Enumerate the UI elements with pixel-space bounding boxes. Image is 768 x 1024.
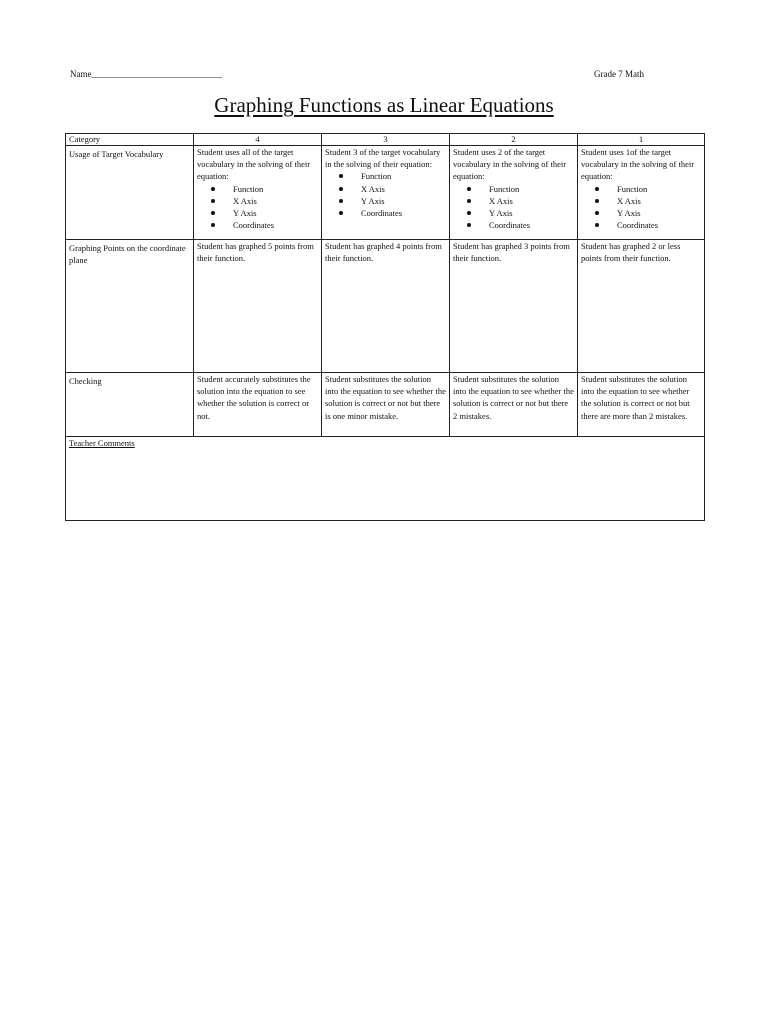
rubric-row-checking	[66, 373, 705, 437]
list-item: Function	[489, 183, 574, 195]
rubric-row-graphing	[66, 240, 705, 373]
list-item: X Axis	[361, 183, 446, 195]
list-item: Function	[617, 183, 701, 195]
list-item: Function	[361, 170, 446, 182]
graphing-score-1: Student has graphed 2 or less points from their function.	[578, 240, 705, 373]
vocab-score-3-cell	[322, 146, 450, 240]
vocab-score-1-cell	[578, 146, 705, 240]
rubric-row-vocabulary	[66, 146, 705, 240]
list-item: Y Axis	[617, 207, 701, 219]
vocab-term-list	[453, 183, 574, 232]
vocab-score-2-text: Student uses 2 of the target vocabulary in the solving of their equation:	[453, 147, 567, 182]
name-field-label: Name_____________________________	[70, 69, 222, 79]
graphing-score-2: Student has graphed 3 points from their function.	[450, 240, 578, 373]
page-title: Graphing Functions as Linear Equations	[214, 93, 554, 117]
list-item: Y Axis	[489, 207, 574, 219]
header-score-1: 1	[578, 134, 705, 146]
checking-score-4: Student accurately substitutes the solution into the equation to see whether the solution is correct or not.	[194, 373, 322, 437]
vocab-term-list	[325, 170, 446, 219]
rubric-header-row	[66, 134, 705, 146]
category-graphing: Graphing Points on the coordinate plane	[66, 240, 194, 373]
list-item: Function	[233, 183, 318, 195]
graphing-score-3: Student has graphed 4 points from their function.	[322, 240, 450, 373]
header-score-2: 2	[450, 134, 578, 146]
checking-score-2: Student substitutes the solution into the equation to see whether the solution is correct or not but there 2 mistakes.	[450, 373, 578, 437]
list-item: Coordinates	[489, 219, 574, 231]
list-item: X Axis	[233, 195, 318, 207]
header-score-3: 3	[322, 134, 450, 146]
teacher-comments-label: Teacher Comments	[69, 438, 135, 448]
vocab-score-4-cell	[194, 146, 322, 240]
vocab-score-4-text: Student uses all of the target vocabulary in the solving of their equation:	[197, 147, 311, 182]
list-item: Coordinates	[617, 219, 701, 231]
grade-label: Grade 7 Math	[594, 69, 644, 79]
header-score-4: 4	[194, 134, 322, 146]
list-item: Y Axis	[361, 195, 446, 207]
header-category: Category	[66, 134, 194, 146]
vocab-term-list	[197, 183, 318, 232]
vocab-term-list	[581, 183, 701, 232]
list-item: Coordinates	[361, 207, 446, 219]
rubric-table	[65, 133, 705, 521]
list-item: Y Axis	[233, 207, 318, 219]
list-item: X Axis	[617, 195, 701, 207]
list-item: X Axis	[489, 195, 574, 207]
graphing-score-4: Student has graphed 5 points from their function.	[194, 240, 322, 373]
vocab-score-2-cell	[450, 146, 578, 240]
rubric-row-comments	[66, 437, 705, 521]
checking-score-3: Student substitutes the solution into the equation to see whether the solution is correct or not but there is one minor mistake.	[322, 373, 450, 437]
vocab-score-1-text: Student uses 1of the target vocabulary in the solving of their equation:	[581, 147, 695, 182]
teacher-comments-cell	[66, 437, 705, 521]
category-checking: Checking	[66, 373, 194, 437]
list-item: Coordinates	[233, 219, 318, 231]
vocab-score-3-text: Student 3 of the target vocabulary in the solving of their equation:	[325, 147, 441, 170]
checking-score-1: Student substitutes the solution into the equation to see whether the solution is correct or not but there are more than 2 mistakes.	[578, 373, 705, 437]
category-vocabulary: Usage of Target Vocabulary	[66, 146, 194, 240]
